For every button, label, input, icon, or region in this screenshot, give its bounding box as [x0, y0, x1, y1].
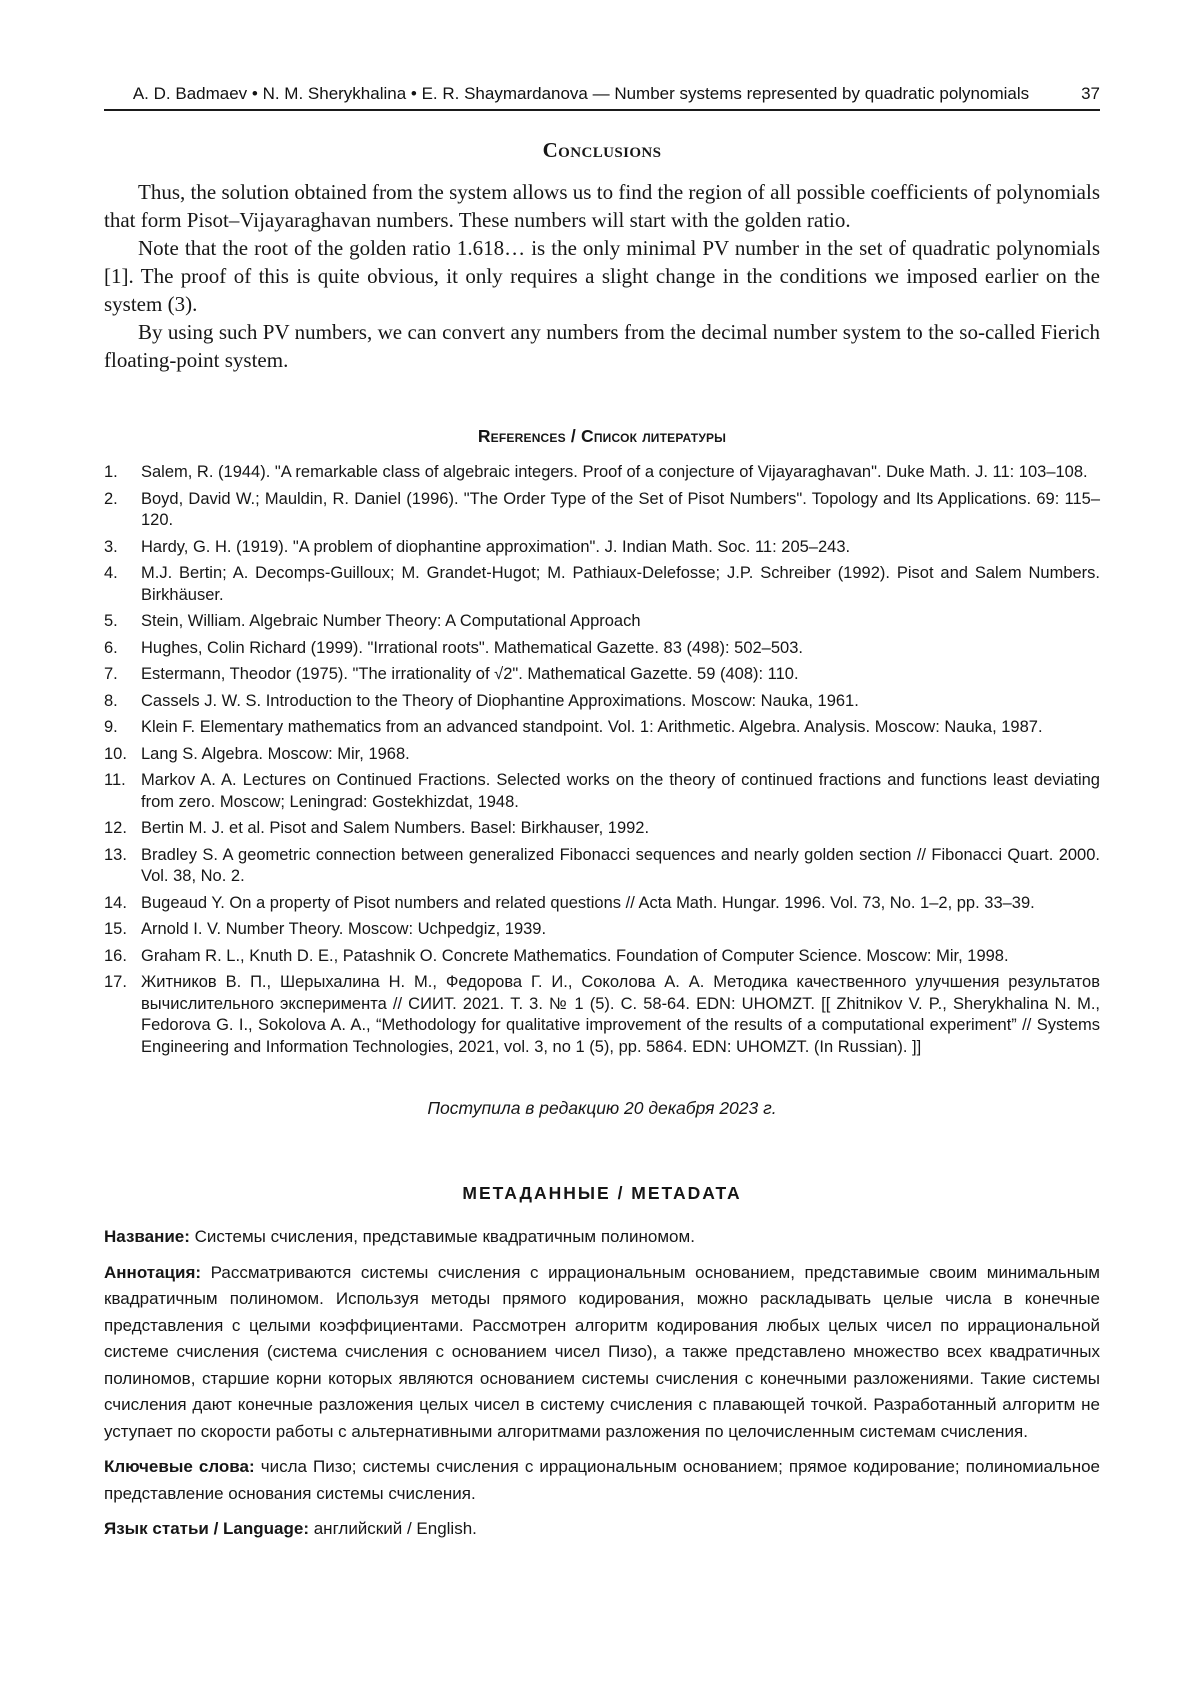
reference-item	[104, 893, 1100, 915]
conclusions-paragraph: Note that the root of the golden ratio 1.618… is the only minimal PV number in the set of quadratic polynomials [1]. The proof of this is quite obvious, it only requires a slight change in the conditions we imposed earlier on the system (3).	[104, 236, 1100, 316]
reference-number: 4.	[104, 564, 118, 582]
metadata-field-language	[104, 1516, 1100, 1543]
reference-text: Hughes, Colin Richard (1999). "Irrational roots". Mathematical Gazette. 83 (498): 502–503.	[141, 638, 803, 657]
reference-number: 10.	[104, 744, 127, 763]
reference-item	[104, 919, 1100, 941]
reference-number: 8.	[104, 691, 118, 710]
references-heading: References / Список литературы	[477, 426, 727, 446]
metadata-heading: МЕТАДАННЫЕ / METADATA	[462, 1183, 742, 1203]
reference-number: 1.	[104, 463, 118, 481]
reference-item	[104, 818, 1100, 840]
received-date-line: Поступила в редакцию 20 декабря 2023 г.	[427, 1098, 777, 1118]
reference-item	[104, 770, 1100, 813]
reference-text: Boyd, David W.; Mauldin, R. Daniel (1996). "The Order Type of the Set of Pisot Numbers". Topology and Its Applications. 69: 115–120.	[141, 489, 1100, 529]
header-rule	[104, 109, 1100, 111]
metadata-field-label: Язык статьи / Language:	[104, 1519, 309, 1538]
metadata-field-label: Аннотация:	[104, 1262, 202, 1282]
reference-item	[104, 611, 1100, 633]
reference-item	[104, 664, 1100, 686]
reference-item	[104, 717, 1100, 739]
running-header	[104, 84, 1100, 111]
reference-number: 6.	[104, 638, 118, 657]
reference-item	[104, 489, 1100, 532]
metadata-field-abstract	[104, 1260, 1100, 1446]
metadata-field-text: Рассматриваются системы счисления с иррациональным основанием, представимые своим минимальным квадратичным полиномом. Используя методы прямого кодирования, можно раскладывать целые числа в конечные представления с целыми коэффициентами. Рассмотрен алгоритм кодирования любых целых чисел по иррациональной системе счисления (система счисления с основанием чисел Пизо), а также представлено множество всех квадратичных полиномов, старшие корни которых являются основанием системы счисления с конечными разложениями. Такие системы счисления дают конечные разложения целых чисел в систему счисления с плавающей точкой. Разработанный алгоритм не уступает по скорости работы с альтернативными алгоритмами разложения по целочисленным системам счисления.	[104, 1262, 1100, 1441]
reference-number: 9.	[104, 718, 118, 736]
reference-item	[104, 744, 1100, 766]
reference-item	[104, 972, 1100, 1058]
reference-item	[104, 462, 1100, 484]
reference-text: Stein, William. Algebraic Number Theory: A Computational Approach	[141, 612, 641, 630]
reference-text: Estermann, Theodor (1975). "The irrationality of √2". Mathematical Gazette. 59 (408): 110.	[141, 665, 799, 683]
reference-item	[104, 638, 1100, 660]
reference-number: 14.	[104, 893, 127, 912]
reference-number: 13.	[104, 845, 127, 864]
references-list	[104, 462, 1100, 1058]
reference-text: Bertin M. J. et al. Pisot and Salem Numbers. Basel: Birkhauser, 1992.	[141, 819, 650, 837]
reference-number: 3.	[104, 537, 118, 556]
reference-number: 15.	[104, 920, 127, 938]
conclusions-paragraph: By using such PV numbers, we can convert any numbers from the decimal number system to the so-called Fierich floating-point system.	[104, 320, 1100, 372]
reference-item	[104, 691, 1100, 713]
metadata-field-text: английский / English.	[309, 1519, 477, 1538]
reference-text: Житников В. П., Шерыхалина Н. М., Федорова Г. И., Соколова А. А. Методика качественного улучшения результатов вычислительного эксперимента // СИИТ. 2021. Т. 3. № 1 (5). С. 58-64. EDN: UHOMZT. [[ Zhitnikov V. P., Sherykhalina N. M., Fedorova G. I., Sokolova A. A., “Methodology for qualitative improvement of the results of a computational experiment” // Systems Engineering and Information Technologies, 2021, vol. 3, no 1 (5), pp. 5864. EDN: UHOMZT. (In Russian). ]]	[141, 973, 1100, 1056]
page-number: 37	[1081, 84, 1100, 103]
metadata-section	[104, 1224, 1100, 1543]
reference-item	[104, 537, 1100, 559]
running-title: A. D. Badmaev • N. M. Sherykhalina • E. R. Shaymardanova — Number systems represented by quadratic polynomials	[132, 84, 1030, 103]
reference-item	[104, 563, 1100, 606]
reference-number: 12.	[104, 819, 127, 837]
reference-text: Bradley S. A geometric connection between generalized Fibonacci sequences and nearly golden section // Fibonacci Quart. 2000. Vol. 38, No. 2.	[141, 845, 1100, 885]
reference-item	[104, 845, 1100, 888]
reference-text: Cassels J. W. S. Introduction to the Theory of Diophantine Approximations. Moscow: Nauka, 1961.	[141, 691, 859, 710]
reference-number: 7.	[104, 665, 118, 683]
reference-number: 17.	[104, 973, 127, 991]
metadata-field-title	[104, 1224, 1100, 1251]
metadata-field-text: числа Пизо; системы счисления с иррациональным основанием; прямое кодирование; полиномиальное представление основания системы счисления.	[104, 1457, 1100, 1503]
reference-number: 2.	[104, 489, 118, 508]
metadata-field-label: Название:	[104, 1227, 190, 1246]
metadata-field-text: Системы счисления, представимые квадратичным полиномом.	[189, 1227, 695, 1246]
reference-text: Markov A. A. Lectures on Continued Fractions. Selected works on the theory of continued fractions and functions least deviating from zero. Moscow; Leningrad: Gostekhizdat, 1948.	[141, 771, 1100, 811]
reference-number: 5.	[104, 612, 118, 630]
reference-text: Bugeaud Y. On a property of Pisot numbers and related questions // Acta Math. Hungar. 1996. Vol. 73, No. 1–2, pp. 33–39.	[141, 893, 1035, 912]
conclusions-paragraph: Thus, the solution obtained from the system allows us to find the region of all possible coefficients of polynomials that form Pisot–Vijayaraghavan numbers. These numbers will start with the golden ratio.	[104, 180, 1100, 232]
conclusions-section	[104, 178, 1100, 374]
conclusions-heading: Conclusions	[542, 138, 662, 162]
reference-text: Salem, R. (1944). "A remarkable class of algebraic integers. Proof of a conjecture of Vijayaraghavan". Duke Math. J. 11: 103–108.	[141, 463, 1088, 481]
reference-text: Klein F. Elementary mathematics from an advanced standpoint. Vol. 1: Arithmetic. Algebra. Analysis. Moscow: Nauka, 1987.	[141, 718, 1043, 736]
reference-number: 16.	[104, 946, 127, 965]
metadata-field-keywords	[104, 1454, 1100, 1507]
reference-text: Lang S. Algebra. Moscow: Mir, 1968.	[141, 744, 410, 763]
reference-text: Arnold I. V. Number Theory. Moscow: Uchpedgiz, 1939.	[141, 920, 547, 938]
reference-text: M.J. Bertin; A. Decomps-Guilloux; M. Grandet-Hugot; M. Pathiaux-Delefosse; J.P. Schreiber (1992). Pisot and Salem Numbers. Birkhäuser.	[141, 564, 1100, 604]
metadata-field-label: Ключевые слова:	[104, 1457, 255, 1476]
reference-text: Graham R. L., Knuth D. E., Patashnik O. Concrete Mathematics. Foundation of Computer Science. Moscow: Mir, 1998.	[141, 946, 1009, 965]
reference-number: 11.	[104, 771, 126, 789]
reference-text: Hardy, G. H. (1919). "A problem of diophantine approximation". J. Indian Math. Soc. 11: 205–243.	[141, 537, 851, 556]
reference-item	[104, 946, 1100, 968]
